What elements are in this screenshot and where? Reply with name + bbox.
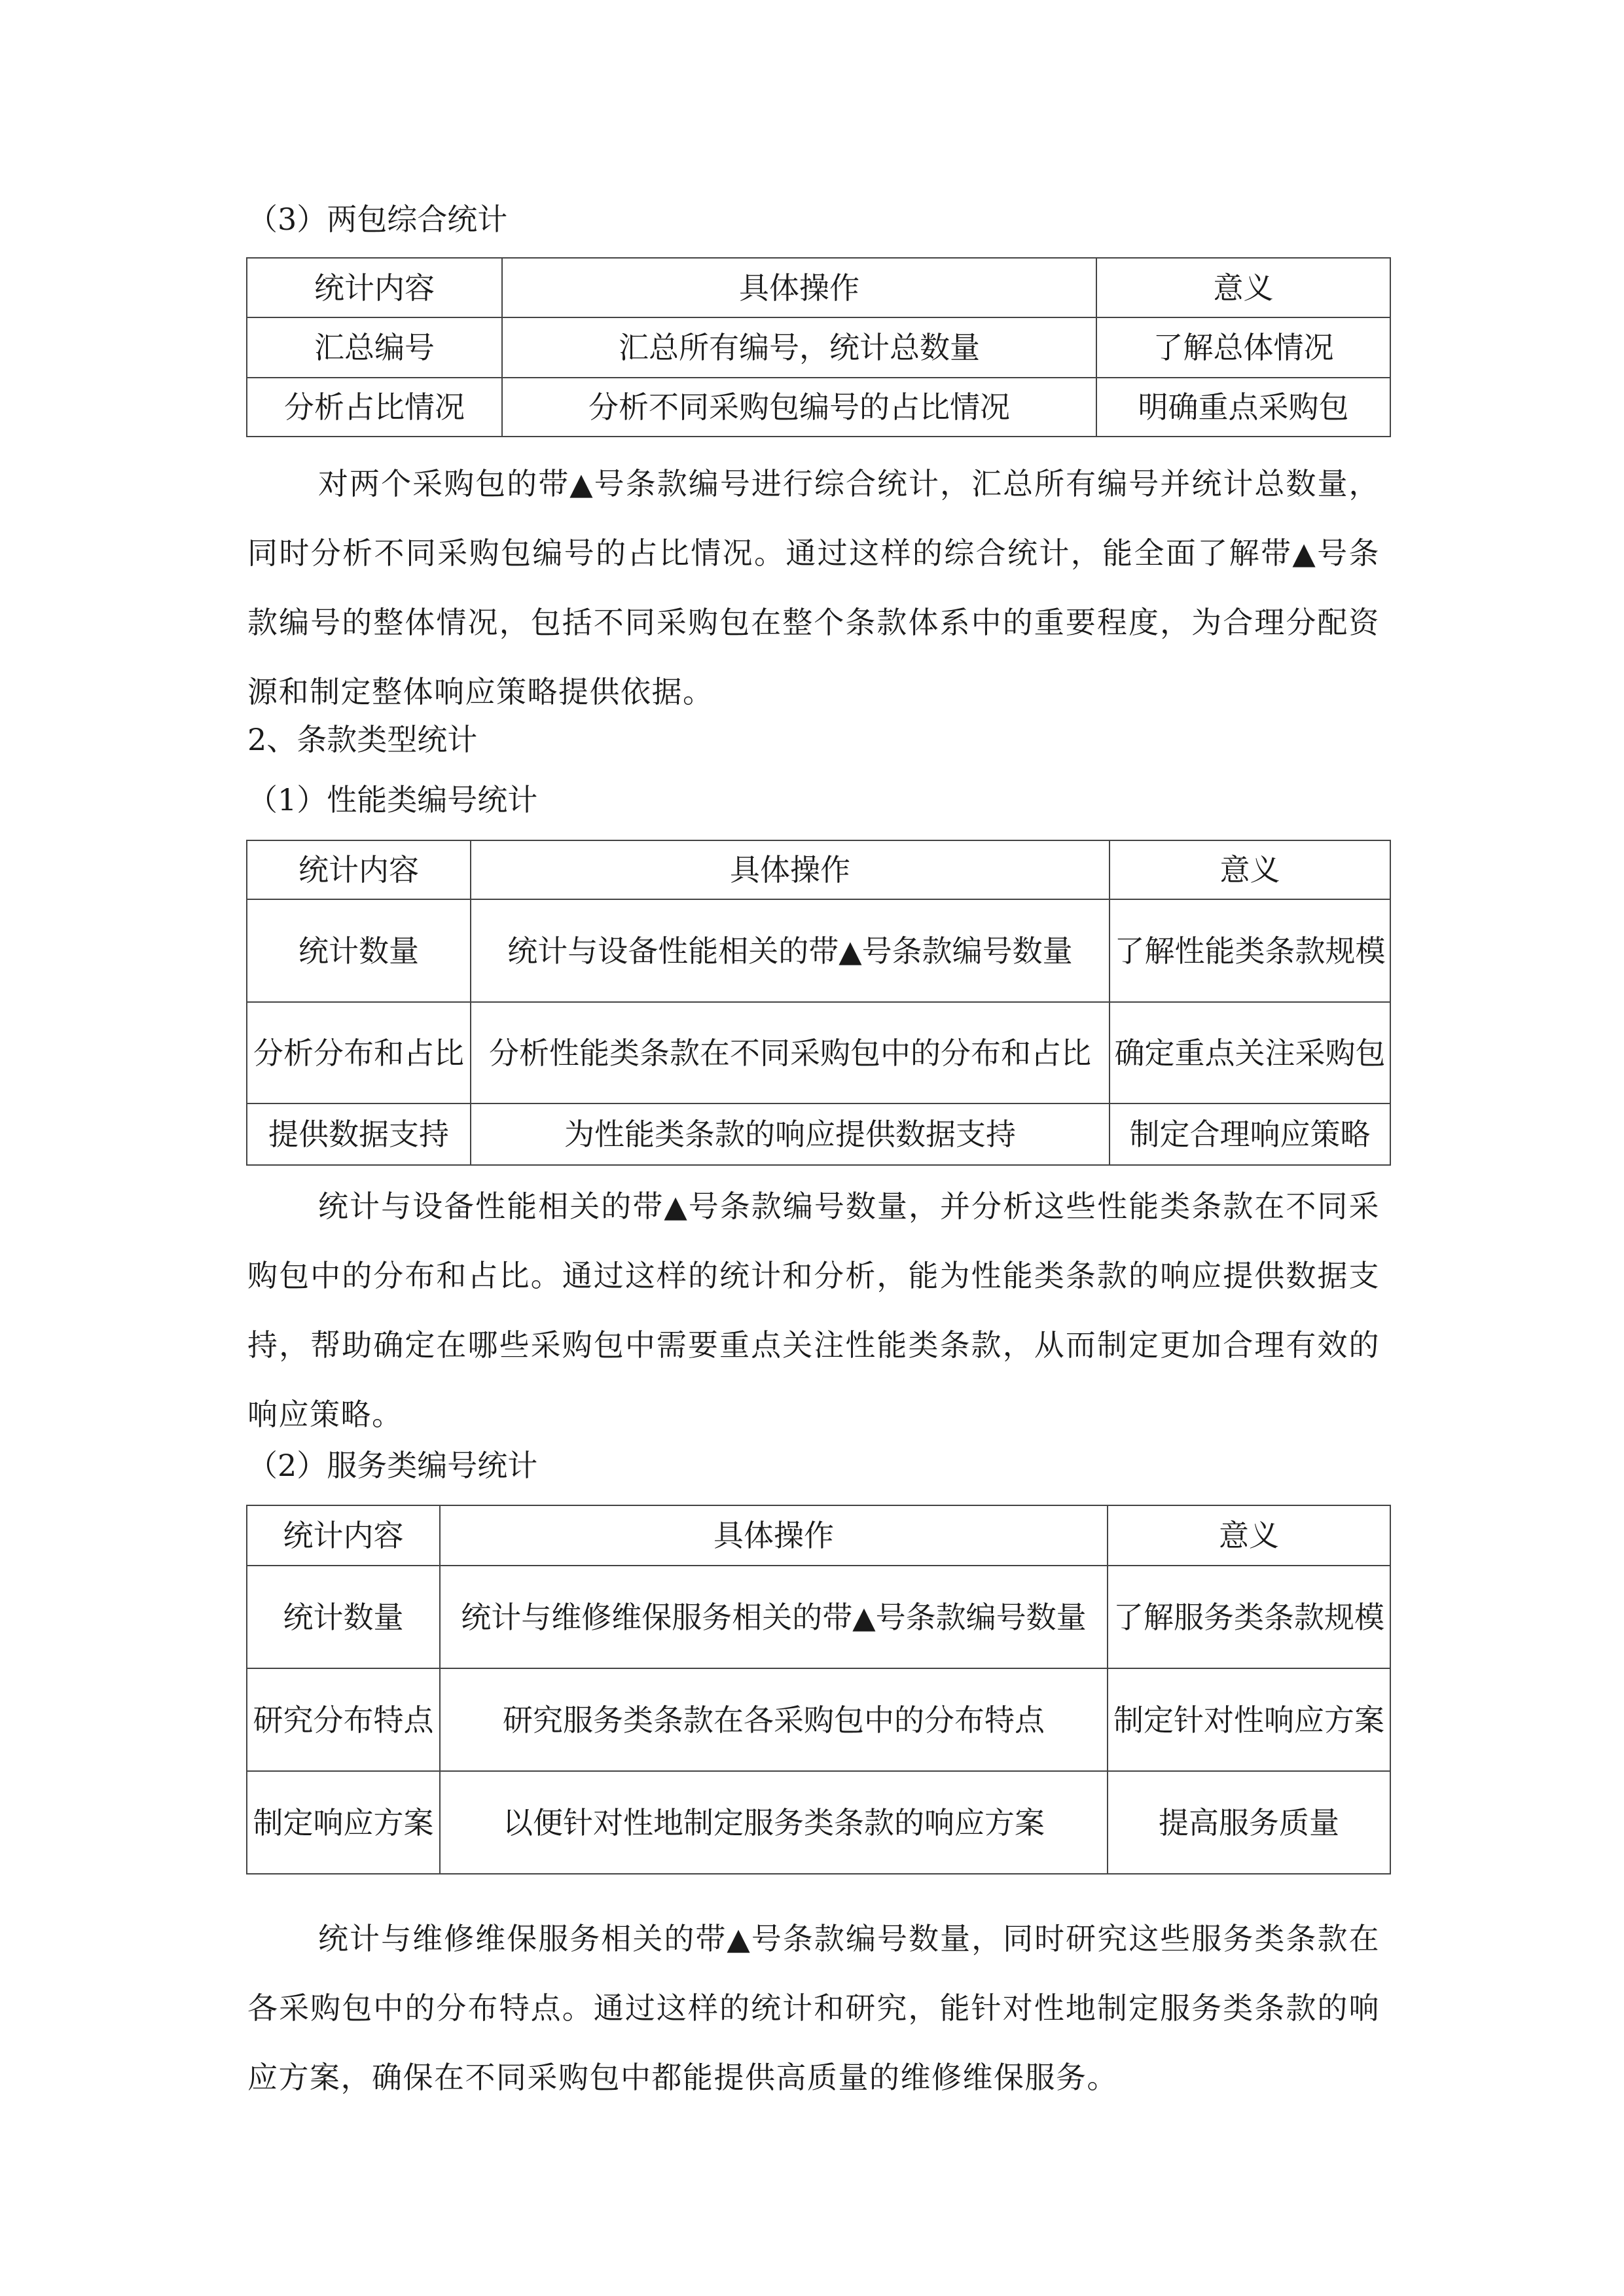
table-cell: 制定合理响应策略 [1110, 1103, 1390, 1165]
table-cell: 制定针对性响应方案 [1108, 1668, 1390, 1771]
table-cell: 统计与维修维保服务相关的带▲号条款编号数量 [440, 1566, 1108, 1668]
table-cell: 分析性能类条款在不同采购包中的分布和占比 [471, 1002, 1110, 1103]
table-cell: 了解性能类条款规模 [1110, 899, 1390, 1002]
table-header-cell: 具体操作 [471, 840, 1110, 899]
heading-clause-type-stats: 2、条款类型统计 [247, 722, 478, 757]
service-stats-table [246, 1505, 1391, 1874]
table-row [247, 1002, 1390, 1103]
table-header-cell: 统计内容 [247, 1505, 440, 1566]
table-cell: 研究服务类条款在各采购包中的分布特点 [440, 1668, 1108, 1771]
table-cell: 研究分布特点 [247, 1668, 440, 1771]
table-row [247, 378, 1390, 437]
table-cell: 为性能类条款的响应提供数据支持 [471, 1103, 1110, 1165]
table-header-cell: 统计内容 [247, 840, 471, 899]
heading-combined-stats: （3）两包综合统计 [247, 202, 508, 237]
table-header-cell: 统计内容 [247, 258, 502, 317]
table-cell: 以便针对性地制定服务类条款的响应方案 [440, 1771, 1108, 1874]
combined-stats-table [246, 257, 1391, 437]
table-header-row [247, 258, 1390, 317]
table-cell: 汇总所有编号，统计总数量 [502, 317, 1096, 378]
table-cell: 确定重点关注采购包 [1110, 1002, 1390, 1103]
table-row [247, 1566, 1390, 1668]
table-header-row [247, 1505, 1390, 1566]
table-cell: 制定响应方案 [247, 1771, 440, 1874]
table-cell: 分析不同采购包编号的占比情况 [502, 378, 1096, 437]
table-cell: 明确重点采购包 [1096, 378, 1390, 437]
table-row [247, 899, 1390, 1002]
table-cell: 了解服务类条款规模 [1108, 1566, 1390, 1668]
table-cell: 提供数据支持 [247, 1103, 471, 1165]
table-row [247, 317, 1390, 378]
table-header-cell: 意义 [1108, 1505, 1390, 1566]
heading-performance-stats: （1）性能类编号统计 [247, 782, 538, 817]
performance-stats-table [246, 840, 1391, 1166]
table-header-row [247, 840, 1390, 899]
table-cell: 分析分布和占比 [247, 1002, 471, 1103]
table-cell: 统计与设备性能相关的带▲号条款编号数量 [471, 899, 1110, 1002]
table-header-cell: 具体操作 [502, 258, 1096, 317]
heading-service-stats: （2）服务类编号统计 [247, 1448, 538, 1483]
table-row [247, 1103, 1390, 1165]
table-header-cell: 意义 [1096, 258, 1390, 317]
table-cell: 汇总编号 [247, 317, 502, 378]
table-row [247, 1668, 1390, 1771]
table-cell: 了解总体情况 [1096, 317, 1390, 378]
table-cell: 分析占比情况 [247, 378, 502, 437]
table-cell: 统计数量 [247, 899, 471, 1002]
table-cell: 提高服务质量 [1108, 1771, 1390, 1874]
paragraph-service-stats: 统计与维修维保服务相关的带▲号条款编号数量，同时研究这些服务类条款在各采购包中的分布特点。通过这样的统计和研究，能针对性地制定服务类条款的响应方案，确保在不同采购包中都能提供高质量的维修维保服务。 [247, 1921, 1380, 2095]
table-cell: 统计数量 [247, 1566, 440, 1668]
table-header-cell: 意义 [1110, 840, 1390, 899]
table-header-cell: 具体操作 [440, 1505, 1108, 1566]
paragraph-combined-stats: 对两个采购包的带▲号条款编号进行综合统计，汇总所有编号并统计总数量，同时分析不同采购包编号的占比情况。通过这样的综合统计，能全面了解带▲号条款编号的整体情况，包括不同采购包在整个条款体系中的重要程度，为合理分配资源和制定整体响应策略提供依据。 [247, 466, 1380, 709]
table-row [247, 1771, 1390, 1874]
paragraph-performance-stats: 统计与设备性能相关的带▲号条款编号数量，并分析这些性能类条款在不同采购包中的分布和占比。通过这样的统计和分析，能为性能类条款的响应提供数据支持，帮助确定在哪些采购包中需要重点关注性能类条款，从而制定更加合理有效的响应策略。 [247, 1189, 1380, 1432]
